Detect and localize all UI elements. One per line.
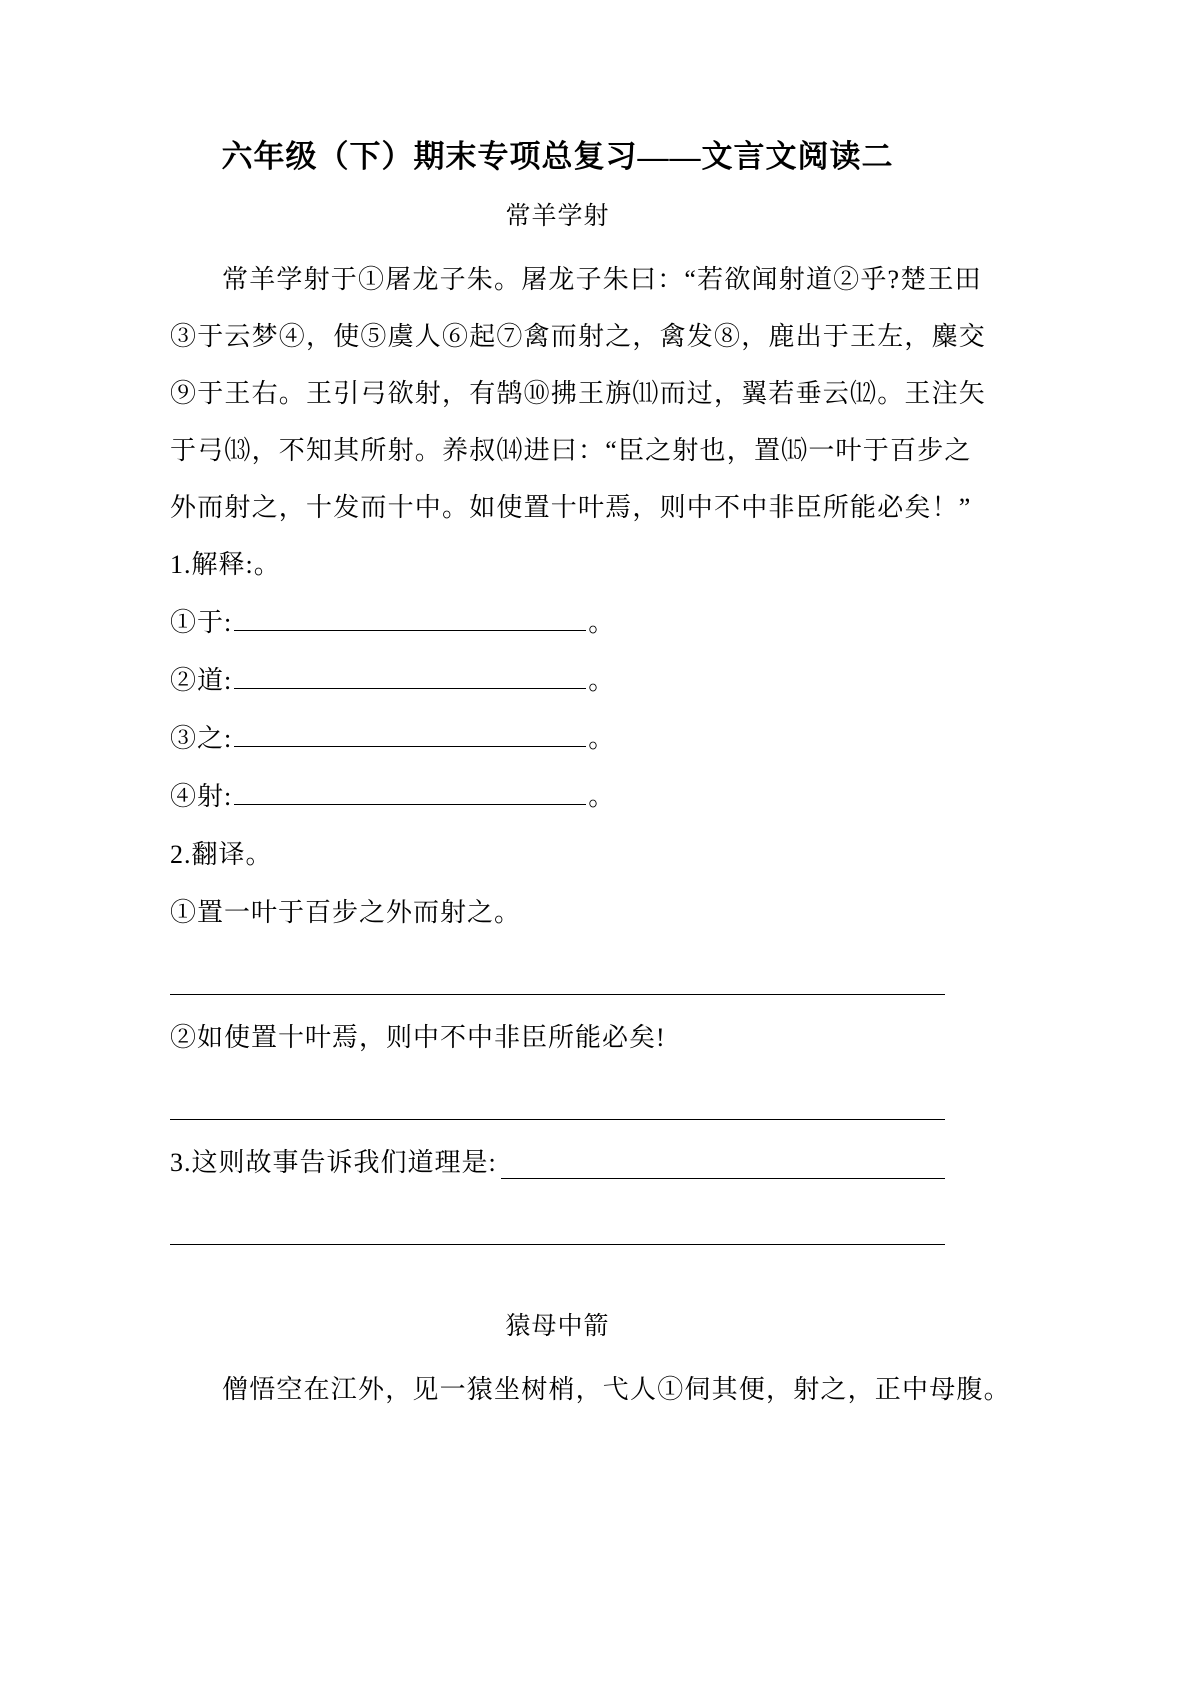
passage-line: 于弓⒀，不知其所射。养叔⒁进曰：“臣之射也，置⒂一叶于百步之 [170, 436, 972, 465]
answer-blank [501, 1177, 945, 1179]
item-suffix: 。 [588, 666, 616, 695]
passage-1 [170, 251, 987, 536]
answer-blank [234, 720, 586, 747]
question2-label: 2.翻译。 [170, 840, 273, 869]
item-suffix: 。 [588, 608, 616, 637]
question2-item2: ②如使置十叶焉，则中不中非臣所能必矣! [170, 1023, 666, 1052]
answer-blank [234, 662, 586, 689]
document-title: 六年级（下）期末专项总复习——文言文阅读二 [221, 139, 894, 174]
answer-line [170, 1244, 945, 1245]
question1-item [170, 768, 945, 826]
question1-item [170, 710, 945, 768]
question3-row [170, 1134, 945, 1192]
passage-line: 僧悟空在江外，见一猿坐树梢，弋人①伺其便，射之，正中母腹。 [222, 1375, 1011, 1404]
answer-line [170, 1119, 945, 1120]
section2 [170, 1307, 1011, 1418]
passage-line: ③于云梦④，使⑤虞人⑥起⑦禽而射之，禽发⑧，鹿出于王左，麋交 [170, 322, 987, 351]
section2-heading: 猿母中箭 [505, 1313, 610, 1340]
answer-blank [234, 604, 586, 631]
question1-item [170, 652, 945, 710]
answer-line [170, 994, 945, 995]
item-suffix: 。 [588, 724, 616, 753]
document-content [170, 135, 1011, 1418]
question2-item1: ①置一叶于百步之外而射之。 [170, 898, 522, 927]
item-label: ③之: [170, 724, 233, 753]
section1-heading: 常羊学射 [505, 203, 610, 230]
item-label: ④射: [170, 782, 233, 811]
question1-label: 1.解释:。 [170, 550, 281, 579]
item-label: ①于: [170, 608, 233, 637]
question1-item [170, 594, 945, 652]
item-suffix: 。 [588, 782, 616, 811]
answer-blank [234, 778, 586, 805]
passage-line: 常羊学射于①屠龙子朱。屠龙子朱曰：“若欲闻射道②乎?楚王田 [222, 265, 982, 294]
item-label: ②道: [170, 666, 233, 695]
passage-line: 外而射之，十发而十中。如使置十叶焉，则中不中非臣所能必矣！” [170, 493, 972, 522]
passage-line: ⑨于王右。王引弓欲射，有鹄⑩拂王旃⑾而过，翼若垂云⑿。王注矢 [170, 379, 987, 408]
question3-label: 3.这则故事告诉我们道理是: [170, 1148, 497, 1177]
